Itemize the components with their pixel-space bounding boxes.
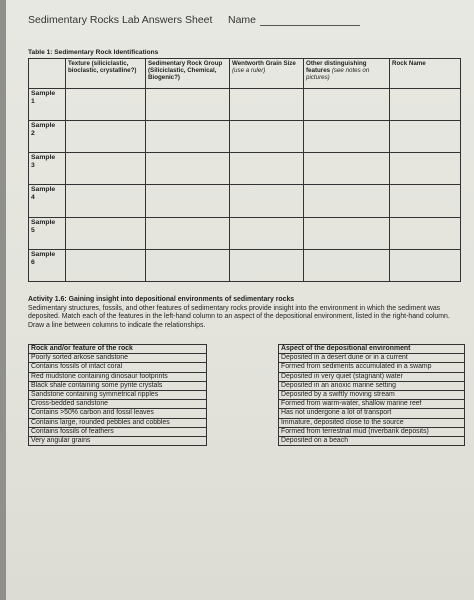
table-row xyxy=(29,153,461,185)
rock-feature-item[interactable]: Sandstone containing symmetrical ripples xyxy=(29,391,207,400)
rock-feature-item[interactable]: Cross-bedded sandstone xyxy=(29,400,207,409)
sample-label: Sample 6 xyxy=(29,249,66,281)
answer-cell[interactable] xyxy=(230,153,304,185)
answer-cell[interactable] xyxy=(390,185,461,217)
answer-cell[interactable] xyxy=(146,217,230,249)
answer-cell[interactable] xyxy=(230,89,304,121)
answer-cell[interactable] xyxy=(146,89,230,121)
activity-section xyxy=(28,296,464,330)
matching-table xyxy=(28,344,465,446)
column-header-rock-name: Rock Name xyxy=(390,59,461,89)
left-column-header: Rock and/or feature of the rock xyxy=(29,345,207,354)
rock-feature-item[interactable]: Contains fossils of intact coral xyxy=(29,363,207,372)
answer-cell[interactable] xyxy=(230,249,304,281)
rock-feature-item[interactable]: Very angular grains xyxy=(29,437,207,446)
table1-caption: Table 1: Sedimentary Rock Identifications xyxy=(28,49,159,56)
rock-feature-item[interactable]: Contains >50% carbon and fossil leaves xyxy=(29,409,207,418)
answer-cell[interactable] xyxy=(304,89,390,121)
connector-gap[interactable] xyxy=(207,418,279,427)
connector-gap[interactable] xyxy=(207,354,279,363)
answer-cell[interactable] xyxy=(146,153,230,185)
answer-cell[interactable] xyxy=(66,249,146,281)
answer-cell[interactable] xyxy=(390,217,461,249)
table-row xyxy=(29,363,465,372)
table-row xyxy=(29,217,461,249)
rock-feature-item[interactable]: Black shale containing some pyrite crystals xyxy=(29,381,207,390)
table-row xyxy=(29,354,465,363)
table-row xyxy=(29,249,461,281)
answer-cell[interactable] xyxy=(66,217,146,249)
environment-item[interactable]: Deposited in an anoxic marine setting xyxy=(279,381,465,390)
connector-gap[interactable] xyxy=(207,372,279,381)
environment-item[interactable]: Deposited in a desert dune or in a current xyxy=(279,354,465,363)
answer-cell[interactable] xyxy=(66,121,146,153)
sample-label: Sample 4 xyxy=(29,185,66,217)
header xyxy=(28,14,257,26)
connector-gap[interactable] xyxy=(207,400,279,409)
environment-item[interactable]: Deposited in very quiet (stagnant) water xyxy=(279,372,465,381)
connector-gap[interactable] xyxy=(207,345,279,354)
table-row xyxy=(29,391,465,400)
table-row xyxy=(29,418,465,427)
answer-cell[interactable] xyxy=(390,249,461,281)
answer-cell[interactable] xyxy=(66,153,146,185)
sample-label: Sample 5 xyxy=(29,217,66,249)
table-row xyxy=(29,381,465,390)
column-header-texture: Texture (siliciclastic, bioclastic, crystalline?) xyxy=(66,59,146,89)
answer-cell[interactable] xyxy=(230,121,304,153)
answer-cell[interactable] xyxy=(146,249,230,281)
activity-instructions: Sedimentary structures, fossils, and other features of sedimentary rocks provide insight into the environment in which the sediment was deposited. Match each of the features in the left-hand column to an aspect of the depositional environment, listed in the right-hand column. Draw a line between columns to indicate the relationships. xyxy=(28,304,450,329)
answer-cell[interactable] xyxy=(304,185,390,217)
answer-cell[interactable] xyxy=(304,121,390,153)
environment-item[interactable]: Deposited by a swiftly moving stream xyxy=(279,391,465,400)
table-row xyxy=(29,400,465,409)
rock-identification-table xyxy=(28,58,461,282)
answer-cell[interactable] xyxy=(304,249,390,281)
connector-gap[interactable] xyxy=(207,427,279,436)
name-label: Name xyxy=(228,14,257,26)
environment-item[interactable]: Formed from sediments accumulated in a swamp xyxy=(279,363,465,372)
connector-gap[interactable] xyxy=(207,437,279,446)
answer-cell[interactable] xyxy=(390,89,461,121)
table-row xyxy=(29,409,465,418)
sample-label: Sample 2 xyxy=(29,121,66,153)
worksheet-page xyxy=(6,0,474,600)
answer-cell[interactable] xyxy=(230,185,304,217)
column-header-rock-group: Sedimentary Rock Group (Siliciclastic, Chemical, Biogenic?) xyxy=(146,59,230,89)
sheet-title: Sedimentary Rocks Lab Answers Sheet xyxy=(28,14,213,26)
connector-gap[interactable] xyxy=(207,409,279,418)
sample-label: Sample 3 xyxy=(29,153,66,185)
environment-item[interactable]: Deposited on a beach xyxy=(279,437,465,446)
table-row xyxy=(29,121,461,153)
rock-feature-item[interactable]: Contains fossils of feathers xyxy=(29,427,207,436)
corner-cell xyxy=(29,59,66,89)
environment-item[interactable]: Immature, deposited close to the source xyxy=(279,418,465,427)
table-row xyxy=(29,437,465,446)
answer-cell[interactable] xyxy=(66,185,146,217)
table-row xyxy=(29,89,461,121)
right-column-header: Aspect of the depositional environment xyxy=(279,345,465,354)
answer-cell[interactable] xyxy=(390,121,461,153)
column-header-features: Other distinguishing features (see notes on pictures) xyxy=(304,59,390,89)
connector-gap[interactable] xyxy=(207,381,279,390)
rock-feature-item[interactable]: Red mudstone containing dinosaur footprints xyxy=(29,372,207,381)
table-header-row xyxy=(29,59,461,89)
name-line xyxy=(260,25,360,26)
column-header-grain-size: Wentworth Grain Size (use a ruler) xyxy=(230,59,304,89)
table-row xyxy=(29,185,461,217)
connector-gap[interactable] xyxy=(207,363,279,372)
matching-header-row xyxy=(29,345,465,354)
environment-item[interactable]: Formed from terrestrial mud (riverbank deposits) xyxy=(279,427,465,436)
answer-cell[interactable] xyxy=(146,185,230,217)
rock-feature-item[interactable]: Contains large, rounded pebbles and cobbles xyxy=(29,418,207,427)
activity-title: Activity 1.6: Gaining insight into depositional environments of sedimentary rocks xyxy=(28,296,295,303)
connector-gap[interactable] xyxy=(207,391,279,400)
environment-item[interactable]: Has not undergone a lot of transport xyxy=(279,409,465,418)
answer-cell[interactable] xyxy=(230,217,304,249)
table-row xyxy=(29,372,465,381)
rock-feature-item[interactable]: Poorly sorted arkose sandstone xyxy=(29,354,207,363)
sample-label: Sample 1 xyxy=(29,89,66,121)
answer-cell[interactable] xyxy=(390,153,461,185)
answer-cell[interactable] xyxy=(304,153,390,185)
answer-cell[interactable] xyxy=(66,89,146,121)
answer-cell[interactable] xyxy=(304,217,390,249)
table-row xyxy=(29,427,465,436)
answer-cell[interactable] xyxy=(146,121,230,153)
environment-item[interactable]: Formed from warm-water, shallow marine reef xyxy=(279,400,465,409)
name-field[interactable] xyxy=(228,14,360,26)
